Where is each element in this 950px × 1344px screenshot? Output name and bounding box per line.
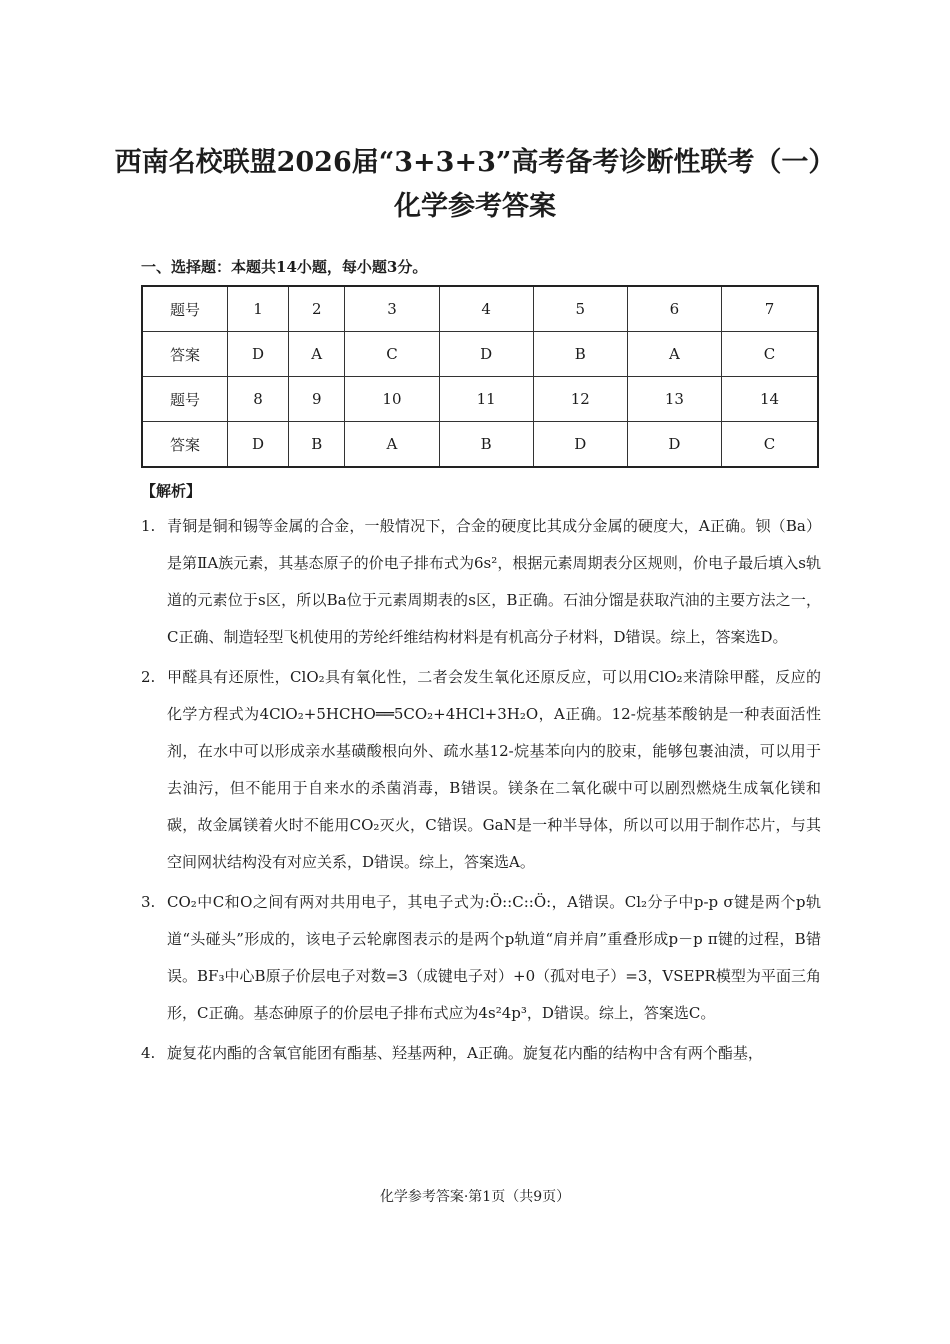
analysis-item xyxy=(141,1035,821,1072)
table-cell: D xyxy=(228,332,289,377)
item-text: CO₂中C和O之间有两对共用电子，其电子式为:Ö::C::Ö:，A错误。Cl₂分子中p-p σ键是两个p轨道“头碰头”形成的，该电子云轮廓图表示的是两个p轨道“肩并肩”重叠形成p－p π键的过程，B错误。BF₃中心B原子价层电子对数=3（成键电子对）+0（孤对电子）=3，VSEPR模型为平面三角形，C正确。基态砷原子的价层电子排布式应为4s²4p³，D错误。综上，答案选C。 xyxy=(167,893,821,1022)
table-cell: B xyxy=(533,332,627,377)
table-cell: 14 xyxy=(721,377,818,422)
item-number: 2. xyxy=(141,668,156,686)
table-row xyxy=(142,286,818,332)
analysis-body xyxy=(141,508,821,1075)
table-cell: 5 xyxy=(533,286,627,332)
item-number: 1. xyxy=(141,517,156,535)
table-cell: C xyxy=(721,332,818,377)
table-cell: D xyxy=(627,422,721,468)
row-header-cell: 答案 xyxy=(142,422,228,468)
item-number: 3. xyxy=(141,893,156,911)
row-header-cell: 题号 xyxy=(142,377,228,422)
table-cell: 10 xyxy=(345,377,439,422)
table-cell: D xyxy=(439,332,533,377)
table-cell: 1 xyxy=(228,286,289,332)
table-cell: A xyxy=(345,422,439,468)
table-cell: 11 xyxy=(439,377,533,422)
table-cell: D xyxy=(533,422,627,468)
table-row xyxy=(142,377,818,422)
table-cell: C xyxy=(345,332,439,377)
row-header-cell: 题号 xyxy=(142,286,228,332)
document-title: 西南名校联盟2026届“3+3+3”高考备考诊断性联考（一） xyxy=(114,147,836,178)
table-cell: 4 xyxy=(439,286,533,332)
row-header-cell: 答案 xyxy=(142,332,228,377)
item-number: 4. xyxy=(141,1044,156,1062)
table-cell: A xyxy=(627,332,721,377)
answer-table xyxy=(141,285,819,468)
analysis-item xyxy=(141,884,821,1032)
analysis-heading: 【解析】 xyxy=(141,482,202,500)
table-cell: 2 xyxy=(289,286,345,332)
table-row xyxy=(142,422,818,468)
table-cell: 12 xyxy=(533,377,627,422)
analysis-item xyxy=(141,508,821,656)
table-cell: D xyxy=(228,422,289,468)
table-cell: 9 xyxy=(289,377,345,422)
analysis-item xyxy=(141,659,821,881)
item-text: 甲醛具有还原性，ClO₂具有氧化性，二者会发生氧化还原反应，可以用ClO₂来清除甲醛，反应的化学方程式为4ClO₂+5HCHO══5CO₂+4HCl+3H₂O，A正确。12-烷基苯酸钠是一种表面活性剂，在水中可以形成亲水基磺酸根向外、疏水基12-烷基苯向内的胶束，能够包裹油渍，可以用于去油污，但不能用于自来水的杀菌消毒，B错误。镁条在二氧化碳中可以剧烈燃烧生成氧化镁和碳，故金属镁着火时不能用CO₂灭火，C错误。GaN是一种半导体，所以可以用于制作芯片，与其空间网状结构没有对应关系，D错误。综上，答案选A。 xyxy=(167,668,821,871)
table-cell: 7 xyxy=(721,286,818,332)
table-cell: B xyxy=(439,422,533,468)
page-footer: 化学参考答案·第1页（共9页） xyxy=(379,1189,571,1205)
table-cell: 13 xyxy=(627,377,721,422)
item-text: 旋复花内酯的含氧官能团有酯基、羟基两种，A正确。旋复花内酯的结构中含有两个酯基， xyxy=(167,1044,763,1062)
table-row xyxy=(142,332,818,377)
item-text: 青铜是铜和锡等金属的合金，一般情况下，合金的硬度比其成分金属的硬度大，A正确。钡（Ba）是第ⅡA族元素，其基态原子的价电子排布式为6s²，根据元素周期表分区规则，价电子最后填入s轨道的元素位于s区，所以Ba位于元素周期表的s区，B正确。石油分馏是获取汽油的主要方法之一，C正确、制造轻型飞机使用的芳纶纤维结构材料是有机高分子材料，D错误。综上，答案选D。 xyxy=(167,517,821,646)
table-cell: B xyxy=(289,422,345,468)
table-cell: 8 xyxy=(228,377,289,422)
document-subtitle: 化学参考答案 xyxy=(394,191,556,222)
table-cell: 3 xyxy=(345,286,439,332)
table-cell: 6 xyxy=(627,286,721,332)
table-cell: C xyxy=(721,422,818,468)
table-cell: A xyxy=(289,332,345,377)
section-heading: 一、选择题：本题共14小题，每小题3分。 xyxy=(141,258,428,276)
